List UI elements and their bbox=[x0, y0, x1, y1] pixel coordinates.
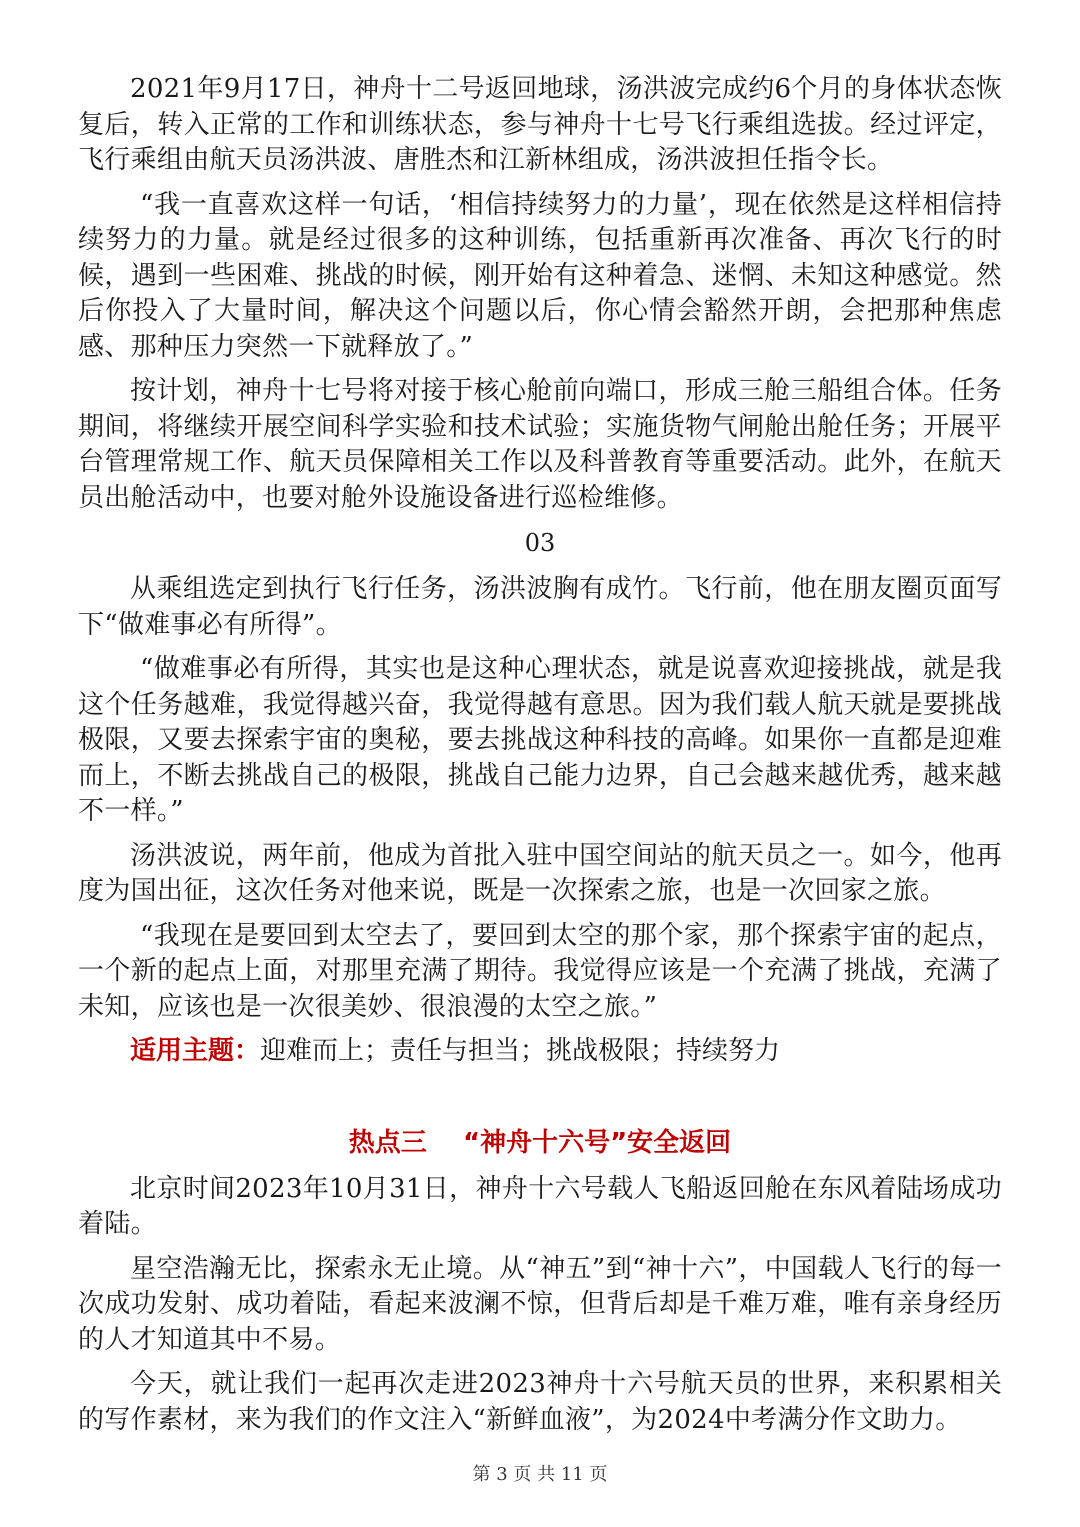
paragraph-quote-challenge: “做难事必有所得，其实也是这种心理状态，就是说喜欢迎接挑战，就是我这个任务越难，我觉得越兴奋，我觉得越有意思。因为我们载人航天就是要挑战极限，又要去探索宇宙的奥秘，要去挑战这种科技的高峰。如果你一直都是迎难而上，不断去挑战自己的极限，挑战自己能力边界，自己会越来越优秀，越来越不一样。” bbox=[78, 654, 1002, 826]
page-footer: 第 3 页 共 11 页 bbox=[472, 1464, 608, 1485]
topic-label: 适用主题： bbox=[130, 1036, 261, 1066]
paragraph-exploration: 星空浩瀚无比，探索永无止境。从“神五”到“神十六”，中国载人飞行的每一次成功发射、成功着陆，看起来波澜不惊，但背后却是千难万难，唯有亲身经历的人才知道其中不易。 bbox=[78, 1253, 1002, 1355]
paragraph-return-journey: 汤洪波说，两年前，他成为首批入驻中国空间站的航天员之一。如今，他再度为国出征，这次任务对他来说，既是一次探索之旅，也是一次回家之旅。 bbox=[78, 840, 1002, 906]
section-number: 03 bbox=[524, 529, 556, 557]
paragraph-crew-selection: 2021年9月17日，神舟十二号返回地球，汤洪波完成约6个月的身体状态恢复后，转入正常的工作和训练状态，参与神舟十七号飞行乘组选拔。经过评定，飞行乘组由航天员汤洪波、唐胜杰和江新林组成，汤洪波担任指令长。 bbox=[78, 74, 1002, 175]
section-heading: 热点三 “神舟十六号”安全返回 bbox=[348, 1127, 732, 1158]
paragraph-quote-space-home: “我现在是要回到太空去了，要回到太空的那个家，那个探索宇宙的起点，一个新的起点上面，对那里充满了期待。我觉得应该是一个充满了挑战，充满了未知，应该也是一次很美妙、很浪漫的太空之旅。” bbox=[78, 920, 1002, 1022]
paragraph-landing: 北京时间2023年10月31日，神舟十六号载人飞船返回舱在东风着陆场成功着陆。 bbox=[78, 1173, 1002, 1239]
paragraph-confidence: 从乘组选定到执行飞行任务，汤洪波胸有成竹。飞行前，他在朋友圈页面写下“做难事必有所得”。 bbox=[78, 574, 1002, 640]
paragraph-mission-plan: 按计划，神舟十七号将对接于核心舱前向端口，形成三舱三船组合体。任务期间，将继续开展空间科学实验和技术试验；实施货物气闸舱出舱任务；开展平台管理常规工作、航天员保障相关工作以及科普教育等重要活动。此外，在航天员出舱活动中，也要对舱外设施设备进行巡检维修。 bbox=[78, 376, 1002, 513]
topic-value: 迎难而上；责任与担当；挑战极限；持续努力 bbox=[260, 1036, 781, 1066]
paragraph-writing-material: 今天，就让我们一起再次走进2023神舟十六号航天员的世界，来积累相关的写作素材，来为我们的作文注入“新鲜血液”，为2024中考满分作文助力。 bbox=[78, 1369, 1002, 1435]
document-page bbox=[78, 72, 1002, 1447]
paragraph-quote-persistence: “我一直喜欢这样一句话，‘相信持续努力的力量’，现在依然是这样相信持续努力的力量。就是经过很多的这种训练，包括重新再次准备、再次飞行的时候，遇到一些困难、挑战的时候，刚开始有这种着急、迷惘、未知这种感觉。然后你投入了大量时间，解决这个问题以后，你心情会豁然开朗，会把那种焦虑感、那种压力突然一下就释放了。” bbox=[78, 189, 1002, 362]
applicable-topics bbox=[78, 1034, 1002, 1070]
